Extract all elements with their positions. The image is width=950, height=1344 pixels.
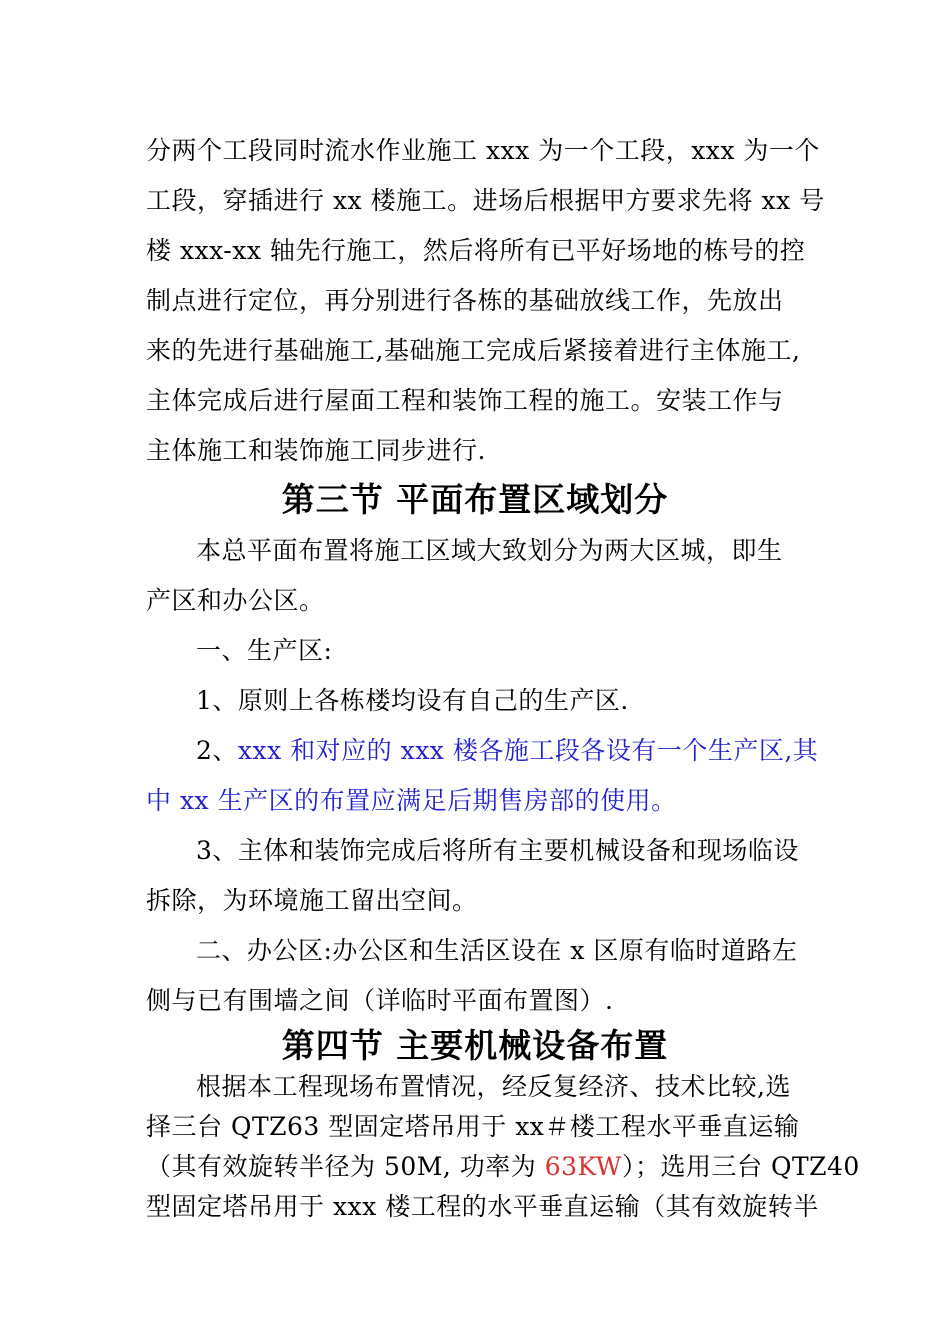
paragraph-line: 侧与已有围墙之间（详临时平面布置图）.: [146, 986, 614, 1015]
subsection-title: 一、生产区:: [196, 636, 333, 665]
paragraph-line: 分两个工段同时流水作业施工 xxx 为一个工段，xxx 为一个: [146, 136, 820, 165]
paragraph-line: 择三台 QTZ63 型固定塔吊用于 xx＃楼工程水平垂直运输: [146, 1112, 800, 1141]
paragraph-line: 本总平面布置将施工区域大致划分为两大区城，即生: [196, 536, 783, 565]
text-segment: （其有效旋转半径为 50M, 功率为: [146, 1152, 545, 1181]
paragraph-line: 工段，穿插进行 xx 楼施工。进场后根据甲方要求先将 xx 号: [146, 186, 825, 215]
list-item-number: 2、: [196, 736, 238, 765]
paragraph-line: 产区和办公区。: [146, 586, 325, 615]
paragraph-line: 楼 xxx-xx 轴先行施工，然后将所有已平好场地的栋号的控: [146, 236, 806, 265]
text-segment: ）；选用三台 QTZ40: [622, 1152, 860, 1181]
subsection-title: 二、办公区:办公区和生活区设在 x 区原有临时道路左: [196, 936, 798, 965]
list-item: 1、原则上各栋楼均设有自己的生产区.: [196, 686, 629, 715]
paragraph-line: 拆除，为环境施工留出空间。: [146, 886, 478, 915]
highlighted-text: xxx 和对应的 xxx 楼各施工段各设有一个生产区,其: [237, 736, 819, 765]
section-heading-4: 第四节 主要机械设备布置: [281, 1026, 669, 1065]
paragraph-line: 根据本工程现场布置情况，经反复经济、技术比较,选: [196, 1072, 791, 1101]
paragraph-line: 型固定塔吊用于 xxx 楼工程的水平垂直运输（其有效旋转半: [146, 1192, 819, 1221]
paragraph-line: [146, 1151, 860, 1183]
highlighted-power-value: 63KW: [544, 1152, 622, 1181]
highlighted-text: 中 xx 生产区的布置应满足后期售房部的使用。: [146, 786, 677, 815]
paragraph-line: 主体施工和装饰施工同步进行.: [146, 436, 486, 465]
paragraph-line: 主体完成后进行屋面工程和装饰工程的施工。安装工作与: [146, 386, 784, 415]
list-item: 3、主体和装饰完成后将所有主要机械设备和现场临设: [196, 836, 799, 865]
list-item: [196, 735, 819, 767]
paragraph-line: 制点进行定位，再分别进行各栋的基础放线工作，先放出: [146, 286, 784, 315]
paragraph-line: 来的先进行基础施工,基础施工完成后紧接着进行主体施工,: [146, 336, 801, 365]
section-heading-3: 第三节 平面布置区域划分: [281, 480, 669, 519]
